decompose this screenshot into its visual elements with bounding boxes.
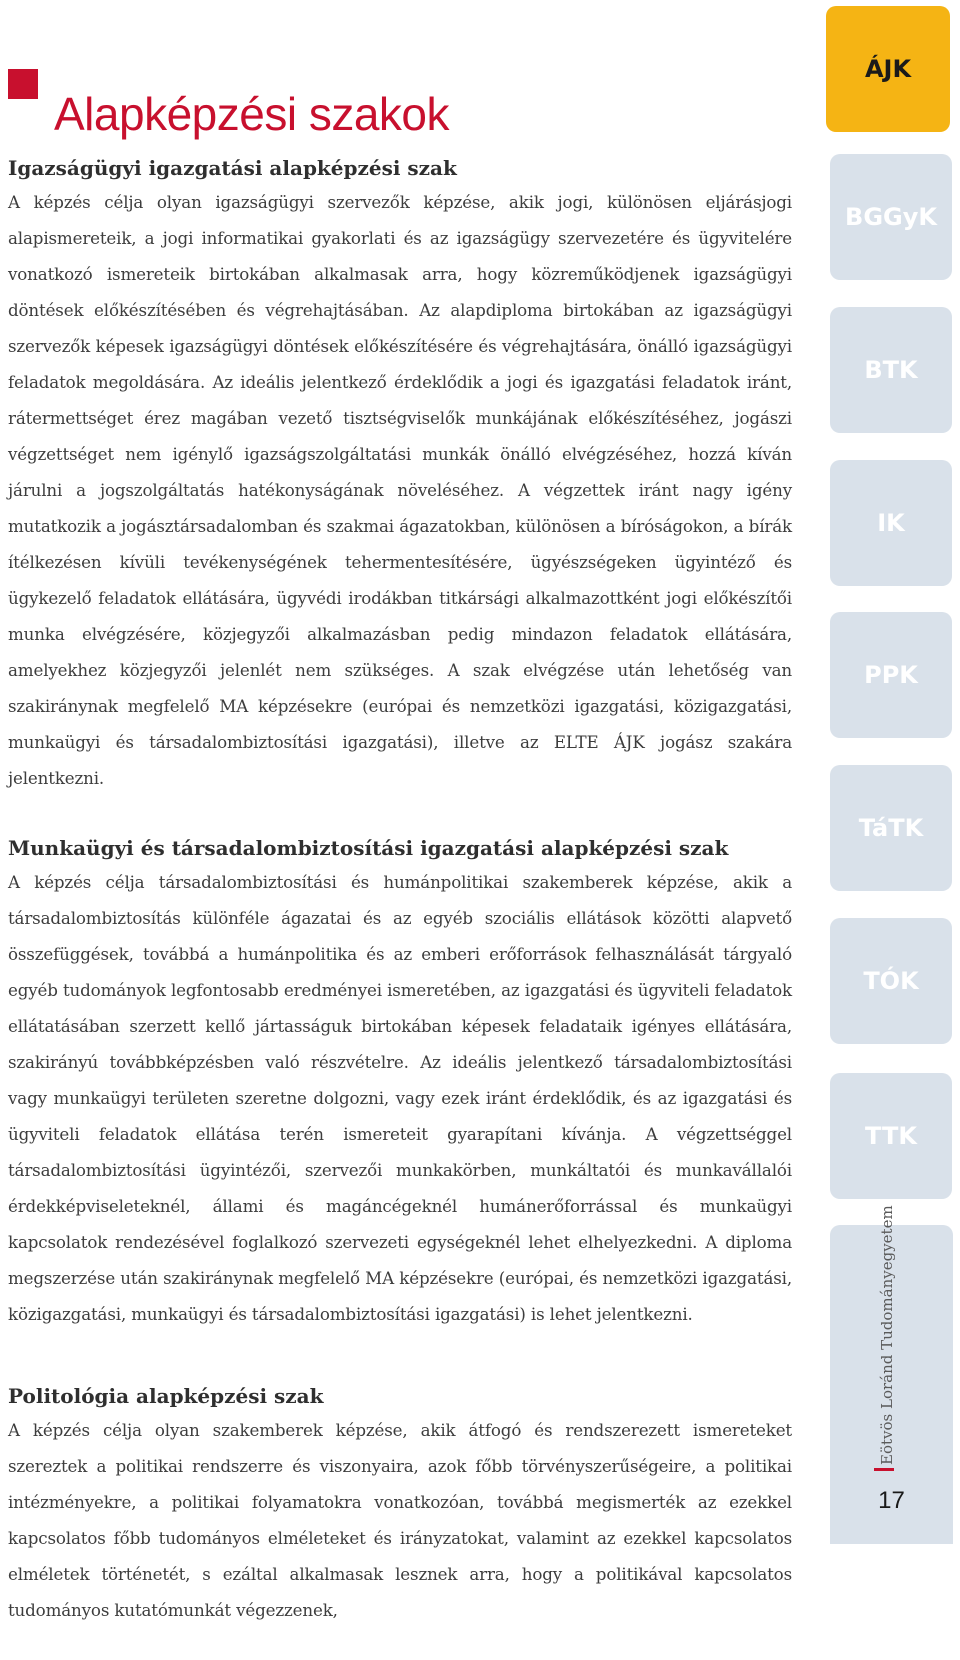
- tab-btk[interactable]: BTK: [830, 307, 952, 433]
- university-name: Eötvös Loránd Tudományegyetem: [878, 1205, 896, 1465]
- tab-ttk[interactable]: TTK: [830, 1073, 952, 1199]
- tab-ajk[interactable]: ÁJK: [826, 6, 950, 132]
- section-title: Igazságügyi igazgatási alapképzési szak: [8, 156, 457, 180]
- main-content: [8, 152, 792, 1660]
- page-number: 17: [878, 1487, 905, 1514]
- footer-panel: [830, 1205, 953, 1544]
- section-body: A képzés célja társadalombiztosítási és humánpolitikai szakemberek képzése, akik a társadalombiztosítás különféle ágazatai és az egyéb szociális ellátások közötti alapvető összefüggések, továbbá a humánpolitika és az emberi erőforrások felhasználását tárgyaló egyéb tudományok legfontosabb eredményei ismeretében, az igazgatási és ügyviteli feladatok ellátatásában szerzett kellő jártasságuk birtokában képesek feladataik igényes ellátására, szakirányú továbbképzésben való részvételre. Az ideális jelentkező társadalombiztosítási vagy munkaügyi területen szeretne dolgozni, vagy ezek iránt érdeklődik, és az igazgatási és ügyviteli feladatok ellátása terén ismereteit gyarapítani kívánja. A végzettséggel társadalombiztosítási ügyintézői, szervezői munkakörben, munkáltatói és munkavállalói érdekképviseleteknél, állami és magáncégeknél humánerőforrással és munkaügyi kapcsolatok rendezésével foglalkozó szervezeti egységeknél lehet elhelyezkedni. A diploma megszerzése után szakiránynak megfelelő MA képzésekre (európai, és nemzetközi igazgatási, közigazgatási, munkaügyi és társadalombiztosítási igazgatási) is lehet jelentkezni.: [8, 872, 792, 1324]
- red-mark: [874, 1468, 894, 1471]
- section-title: Munkaügyi és társadalombiztosítási igazgatási alapképzési szak: [8, 836, 729, 860]
- tab-tok[interactable]: TÓK: [830, 918, 952, 1044]
- section-title: Politológia alapképzési szak: [8, 1384, 324, 1408]
- section-body: A képzés célja olyan szakemberek képzése, akik átfogó és rendszerezett ismereteket szereztek a politikai rendszerre és viszonyaira, azok főbb törvényszerűségeire, a politikai intézményekre, a politikai folyamatokra vonatkozóan, továbbá megismerték az ezekkel kapcsolatos főbb tudományos elméleteket és irányzatokat, valamint az ezekkel kapcsolatos elméletek történetét, s ezáltal alkalmasak lesznek arra, hogy a politikával kapcsolatos tudományos kutatómunkát végezzenek,: [8, 1420, 792, 1620]
- tab-tatk[interactable]: TáTK: [830, 765, 952, 891]
- tab-ppk[interactable]: PPK: [830, 612, 952, 738]
- section-politologia: [8, 1380, 792, 1628]
- page-title: Alapképzési szakok: [54, 87, 449, 140]
- section-igazsagugyi: [8, 152, 792, 796]
- section-body: A képzés célja olyan igazságügyi szervezők képzése, akik jogi, különösen eljárásjogi alapismereteik, a jogi informatikai gyakorlati és az igazságügy szervezetére és ügyvitelére vonatkozó ismereteik birtokában alkalmasak arra, hogy közreműködjenek igazságügyi döntések előkészítésében és végrehajtásában. Az alapdiploma birtokában az igazságügyi szervezők képesek igazságügyi döntések előkészítésére és végrehajtására, önálló igazságügyi feladatok megoldására. Az ideális jelentkező érdeklődik a jogi és igazgatási feladatok iránt, rátermettséget érez magában vezető tisztségviselők munkájának előkészítéséhez, jogászi végzettséget nem igénylő igazságszolgáltatási munkák önálló elvégzéséhez, hozzá kíván járulni a jogszolgáltatás hatékonyságának növeléséhez. A végzettek iránt nagy igény mutatkozik a jogásztársadalomban és szakmai ágazatokban, különösen a bíróságokon, a bírák ítélkezésen kívüli tevékenységének tehermentesítésére, ügyészségeken ügyintéző és ügykezelő feladatok ellátására, ügyvédi irodákban titkársági alkalmazottként jogi előkészítői munka elvégzésére, közjegyzői alkalmazásban pedig mindazon feladatok ellátására, amelyekhez közjegyzői jelenlét nem szükséges. A szak elvégzése után lehetőség van szakiránynak megfelelő MA képzésekre (európai és nemzetközi igazgatási, közigazgatási, munkaügyi és társadalombiztosítási igazgatási), illetve az ELTE ÁJK jogász szakára jelentkezni.: [8, 192, 792, 788]
- tab-ik[interactable]: IK: [830, 460, 952, 586]
- red-square-icon: [8, 69, 38, 99]
- tab-bggyk[interactable]: BGGyK: [830, 154, 952, 280]
- section-munkaugyi: [8, 832, 792, 1332]
